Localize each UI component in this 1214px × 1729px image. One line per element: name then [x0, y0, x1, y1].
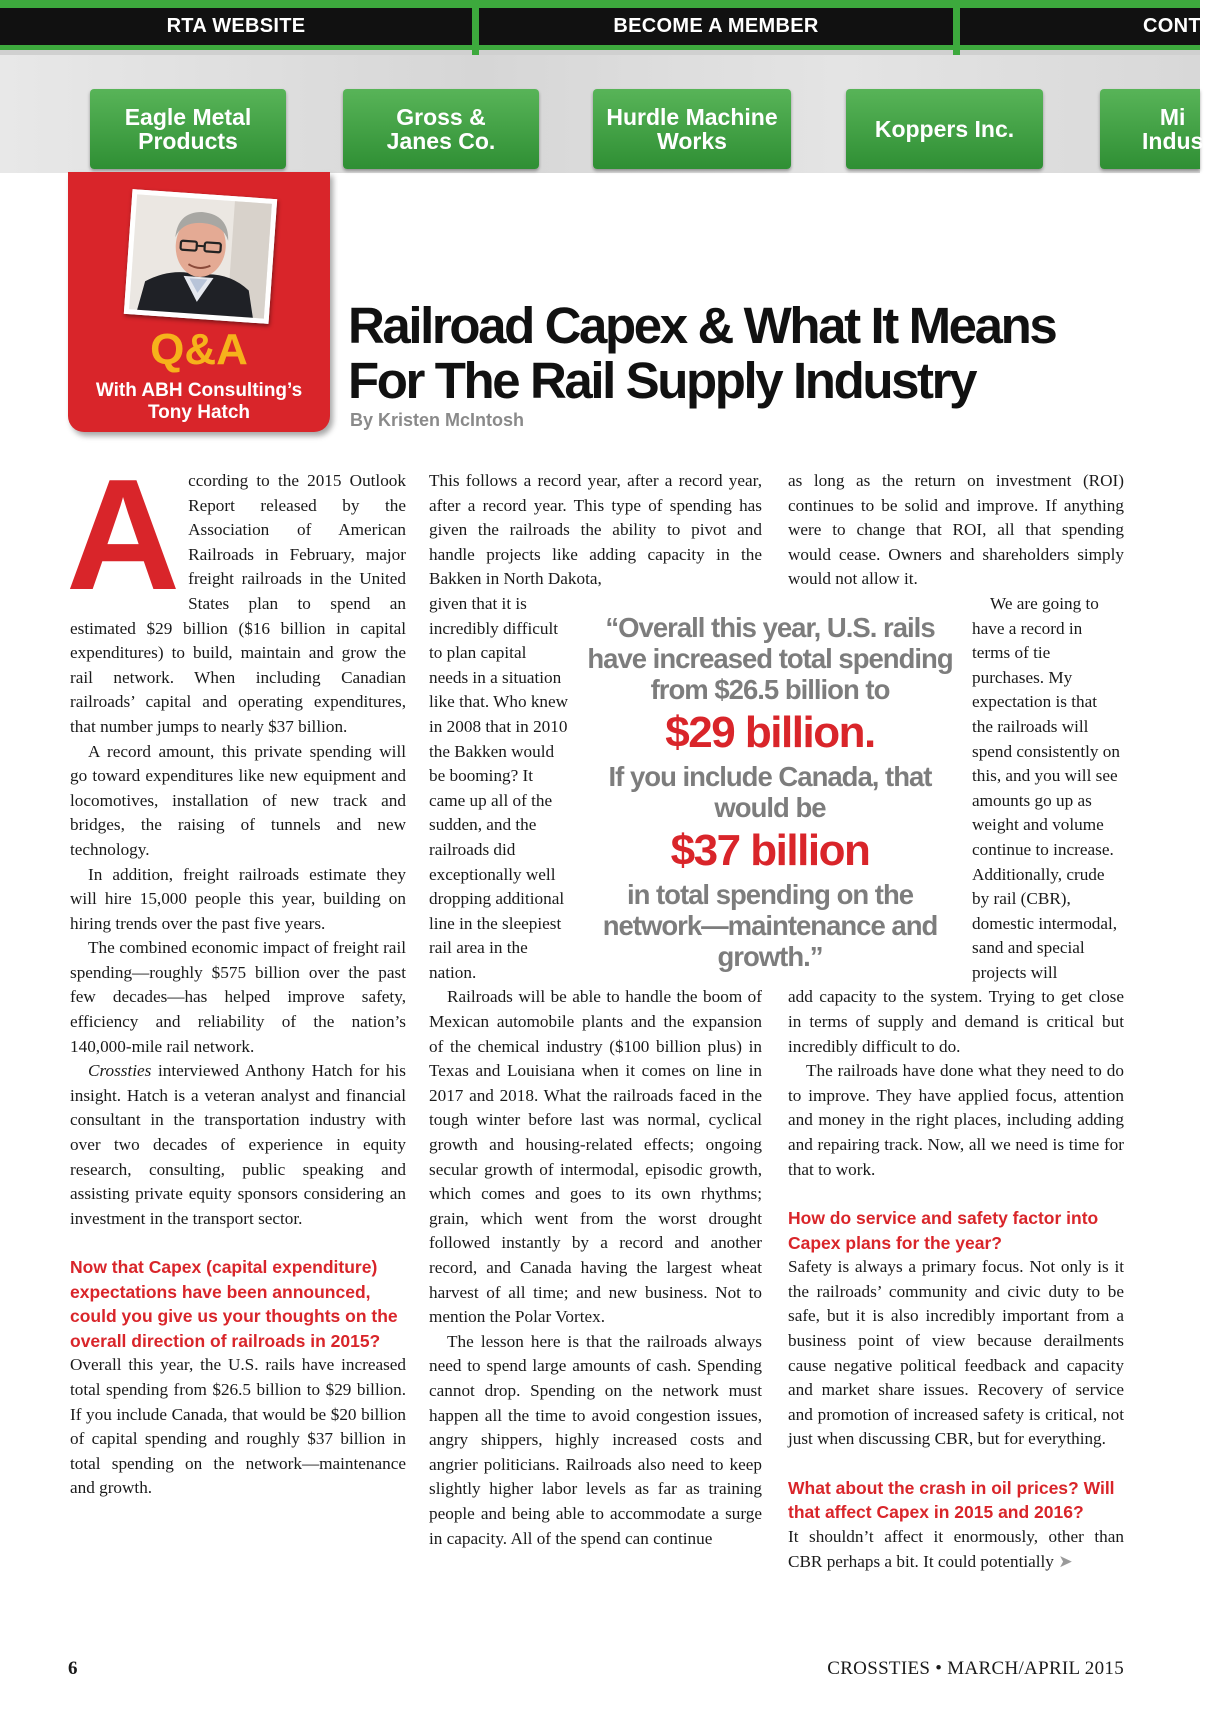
column-3	[788, 469, 1124, 1574]
publication-footer: CROSSTIES • MARCH/APRIL 2015	[827, 1658, 1124, 1679]
nav-top-line	[0, 0, 1200, 8]
nav-contact-label: CONTA	[1143, 15, 1214, 37]
qa-subtitle-line2: Tony Hatch	[147, 402, 251, 423]
answer-2: Safety is always a primary focus. Not only is it the railroads’ community and civic duty to be safe, but it is also incredibly important from a business point of view because derailments cause negative political feedback and capacity and market share issues. Recovery of service and promotion of increased safety is critical, not just when discussing CBR, but for everything.	[788, 1257, 1124, 1449]
nav-separator	[472, 8, 479, 55]
paragraph: The combined economic impact of freight rail spending—roughly $575 billion over the past few decades—has helped improve safety, efficiency and reliability of the nation’s 140,000-mile rail network.	[70, 938, 406, 1056]
sponsor-eagle-metal[interactable]: Eagle Metal Products	[90, 89, 286, 169]
paragraph: add capacity to the system. Trying to get close in terms of supply and demand is critical but incredibly difficult to do.	[788, 987, 1124, 1056]
portrait-photo	[124, 189, 277, 324]
sponsor-strip	[0, 55, 1204, 173]
paragraph-wrapped: We are going to have a record in terms of tie purchases. My expectation is that the railroads will spend consistently on this, and you will see amounts go up as weight and volume continue to increase. Additionally, crude by rail (CBR), domestic intermodal, sand and special projects will	[972, 593, 1120, 982]
top-nav	[0, 0, 1214, 58]
paragraph: A record amount, this private spending will go toward expenditures like new equipment and locomotives, installation of new track and bridges, the raising of tunnels and new technology.	[70, 741, 406, 859]
sponsor-hurdle-machine[interactable]: Hurdle Machine Works	[593, 89, 791, 169]
intro-text: ccording to the 2015 Outlook Report released by the Association of American Railroads in February, major freight railroads in the United States plan to spend an estimated $29 billion ($16 billion in capital expenditures) to build, maintain and grow the rail network. When including Canadian railroads’ capital and operating expenditures, that number jumps to nearly $37 billion.	[70, 471, 406, 736]
pull-quote-part3: in total spending on the network—maintenance and growth.”	[602, 879, 938, 972]
nav-become-member-label: BECOME A MEMBER	[613, 15, 819, 37]
sponsor-gross-janes[interactable]: Gross & Janes Co.	[343, 89, 539, 169]
article-headline	[348, 298, 1148, 408]
paragraph	[70, 1059, 406, 1231]
answer-3-text: It shouldn’t affect it enormously, other than CBR perhaps a bit. It could potentially	[788, 1526, 1124, 1571]
publication-name: Crossties	[88, 1061, 152, 1081]
question-2: How do service and safety factor into Capex plans for the year?	[788, 1208, 1099, 1253]
paragraph-text: interviewed Anthony Hatch for his insight. Hatch is a veteran analyst and financial consultant in the transportation industry with over two decades of experience in equity research, consulting, public speaking and assisting private equity sponsors considering an investment in the transport sector.	[70, 1061, 406, 1228]
question-3: What about the crash in oil prices? Will that affect Capex in 2015 and 2016?	[788, 1477, 1115, 1523]
page-number: 6	[68, 1658, 78, 1679]
sponsor-koppers[interactable]: Koppers Inc.	[846, 89, 1043, 169]
answer-3	[788, 1525, 1124, 1574]
paragraph: The railroads have done what they need to do to improve. They have applied focus, attention and money in the right places, including adding and repairing track. Now, all we need is time for that to work.	[788, 1061, 1124, 1179]
headline-line2: For The Rail Supply Industry	[348, 352, 976, 409]
nav-rta-website-label: RTA WEBSITE	[166, 15, 306, 37]
pull-quote-part2: If you include Canada, that would be	[608, 761, 932, 823]
pull-quote-part1: “Overall this year, U.S. rails have increased total spending from $26.5 billion to	[587, 612, 953, 705]
paragraph: Railroads will be able to handle the boom of Mexican automobile plants and the expansion of the chemical industry ($100 billion plus) in Texas and Louisiana when it comes on line in 2017 and 2018. What the railroads faced in the tough winter before last was normal, cyclical growth and housing-related effects; ongoing secular growth of intermodal, episodic growth, which comes and goes to its own rhythms; grain, which went from the worst drought followed instantly by a record and another record, and Canada having the largest wheat harvest of all time; and new business. Not to mention the Polar Vortex.	[429, 987, 762, 1327]
nav-separator	[953, 8, 960, 55]
paragraph: as long as the return on investment (ROI) continues to be solid and improve. If anything were to change that ROI, all that spending would cease. Owners and shareholders simply would not allow it.	[788, 471, 1124, 589]
answer-1: Overall this year, the U.S. rails have increased total spending from $26.5 billion to $29 billion. If you include Canada, that would be $20 billion of capital spending and roughly $37 billion in total spending on the network—maintenance and growth.	[70, 1355, 406, 1498]
byline: By Kristen McIntosh	[350, 410, 525, 430]
qa-subtitle	[68, 380, 330, 424]
column-1	[66, 447, 406, 1501]
pull-quote-figure-29b: $29 billion.	[665, 708, 875, 757]
continue-arrow-icon: ➤	[1058, 1551, 1073, 1572]
nav-become-member[interactable]	[479, 8, 953, 50]
drop-cap: A	[66, 447, 181, 623]
headline-line1: Railroad Capex & What It Means	[348, 297, 1056, 354]
qa-title: Q&A	[150, 325, 248, 374]
qa-badge	[68, 172, 330, 432]
paragraph: The lesson here is that the railroads always need to spend large amounts of cash. Spending cannot drop. Spending on the network must happen all the time to avoid congestion issues, angry shippers, highly increased costs and angrier politicians. Railroads also need to keep slightly higher labor levels as far as training people and being able to accommodate a surge in capacity. All of the spend can continue	[429, 1331, 762, 1548]
paragraph: In addition, freight railroads estimate they will hire 15,000 people this year, building on hiring trends over the past five years.	[70, 864, 406, 933]
nav-contact[interactable]	[960, 8, 1214, 50]
pull-quote-figure-37b: $37 billion	[670, 826, 870, 875]
question-1: Now that Capex (capital expenditure) expectations have been announced, could you give us your thoughts on the overall direction of railroads in 2015?	[70, 1257, 398, 1351]
sponsor-partial[interactable]: Mi Indus	[1100, 89, 1200, 169]
paragraph-wrapped: given that it is incredibly difficult to plan capital needs in a situation like that. Who knew in 2008 that in 2010 the Bakken would be booming? It came up all of the sudden, and the railroads did exceptionally well dropping additional line in the sleepiest rail area in the nation.	[429, 593, 569, 982]
qa-subtitle-line1: With ABH Consulting’s	[95, 380, 303, 401]
nav-rta-website[interactable]	[0, 8, 472, 50]
paragraph: This follows a record year, after a record year, after a record year. This type of spending has given the railroads the ability to pivot and handle projects like adding capacity in the Bakken in North Dakota,	[429, 471, 762, 589]
intro-paragraph	[66, 447, 406, 740]
